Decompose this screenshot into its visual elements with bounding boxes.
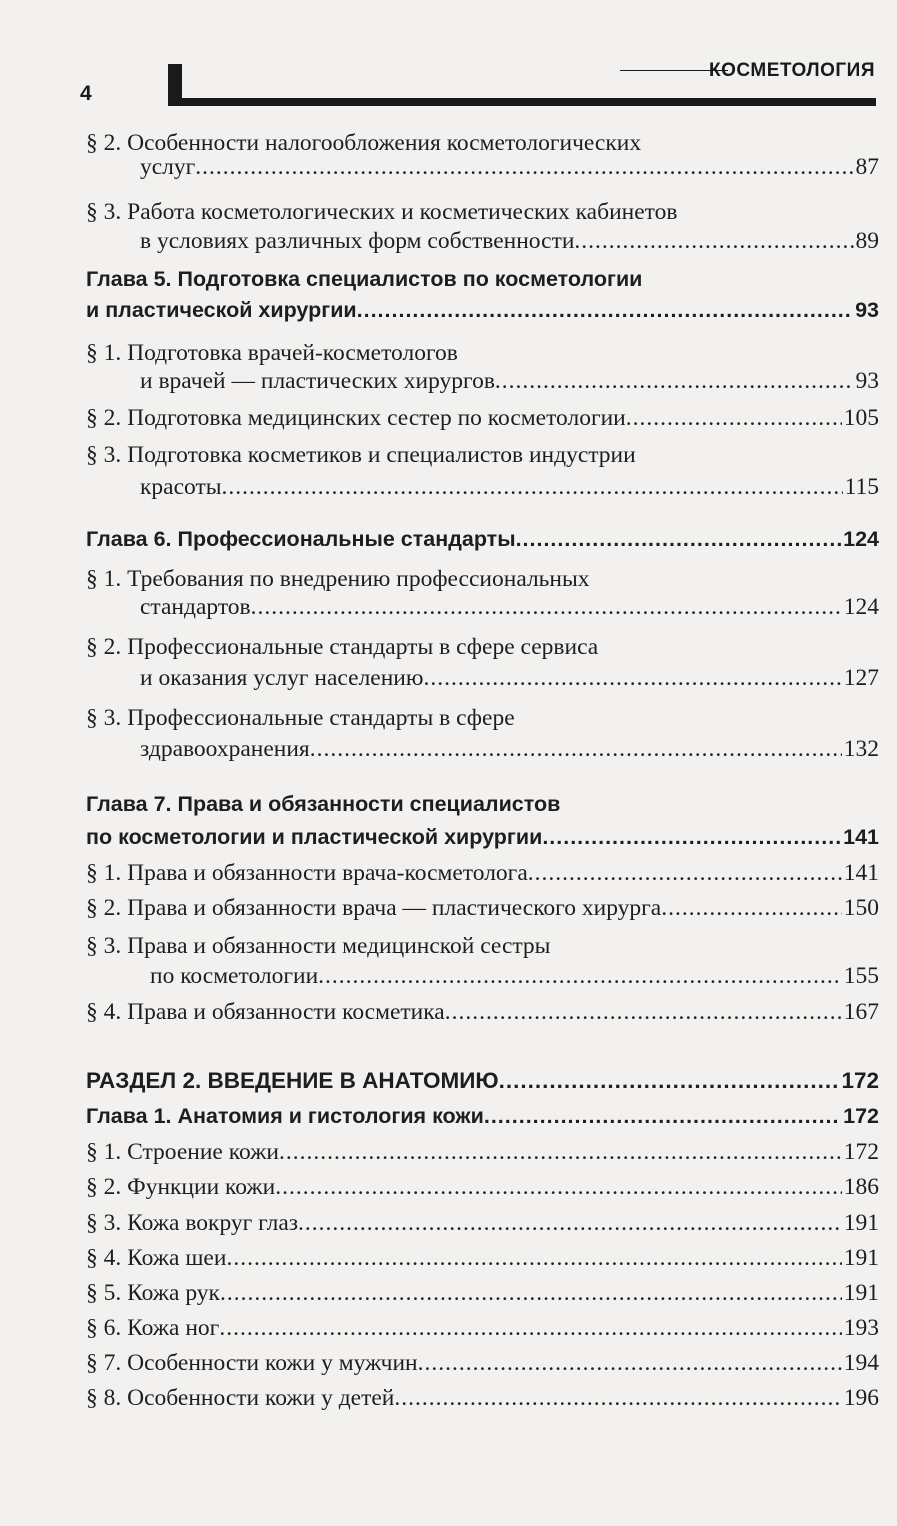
toc-page-number: 124 — [843, 527, 879, 551]
toc-page-number: 141 — [843, 825, 879, 849]
toc-entry-text: § 1. Требования по внедрению профессиональных — [86, 566, 590, 592]
toc-entry-text: § 6. Кожа ног — [86, 1315, 220, 1341]
chapter-heading — [86, 822, 879, 852]
toc-page-number: 115 — [844, 474, 879, 500]
toc-entry — [86, 440, 636, 470]
toc-entry — [140, 366, 879, 396]
chapter-heading — [86, 524, 879, 554]
toc-entry-text: § 3. Работа косметологических и косметических кабинетов — [86, 199, 678, 225]
toc-page-number: 93 — [855, 298, 879, 322]
toc-entry — [140, 226, 879, 256]
header-rule — [168, 98, 876, 106]
toc-page-number: 124 — [843, 594, 879, 620]
dot-leader — [484, 1101, 841, 1131]
toc-entry-text: и оказания услуг населению — [140, 665, 424, 691]
dot-leader — [226, 1243, 841, 1273]
toc-entry-text: § 3. Кожа вокруг глаз — [86, 1210, 299, 1236]
toc-entry — [86, 1137, 879, 1167]
toc-entry-text: по косметологии — [150, 963, 319, 989]
toc-page-number: 172 — [841, 1068, 879, 1093]
dot-leader — [298, 1208, 842, 1238]
toc-entry-text: здравоохранения — [140, 736, 310, 762]
dot-leader — [219, 1313, 841, 1343]
toc-entry-text: и пластической хирургии — [86, 298, 357, 322]
toc-page-number: 172 — [843, 1139, 879, 1165]
toc-entry-text: § 3. Подготовка косметиков и специалистов индустрии — [86, 442, 636, 468]
dot-leader — [495, 366, 854, 396]
toc-page-number: 105 — [843, 405, 879, 431]
toc-entry — [86, 1208, 879, 1238]
dot-leader — [195, 152, 853, 182]
toc-entry — [86, 1348, 879, 1378]
toc-entry — [140, 734, 879, 764]
toc-page-number: 155 — [843, 963, 879, 989]
toc-entry-text: РАЗДЕЛ 2. ВВЕДЕНИЕ В АНАТОМИЮ — [86, 1068, 499, 1093]
dot-leader — [310, 734, 842, 764]
toc-entry-text: § 1. Подготовка врачей-косметологов — [86, 340, 458, 366]
dot-leader — [220, 1278, 842, 1308]
toc-entry — [140, 472, 879, 502]
toc-entry-text: § 1. Права и обязанности врача-косметолога — [86, 860, 528, 886]
toc-entry-text: § 4. Кожа шеи — [86, 1245, 227, 1271]
dot-leader — [357, 295, 853, 325]
toc-entry — [86, 931, 550, 961]
toc-entry — [86, 197, 677, 227]
toc-page-number: 186 — [843, 1174, 879, 1200]
dot-leader — [516, 524, 842, 554]
toc-entry-text: § 8. Особенности кожи у детей — [86, 1385, 395, 1411]
toc-entry-text: красоты — [140, 474, 222, 500]
toc-entry-text: § 3. Права и обязанности медицинской сестры — [86, 933, 551, 959]
toc-entry-text: и врачей — пластических хирургов — [140, 368, 495, 394]
toc-entry — [140, 152, 879, 182]
toc-entry-text: § 5. Кожа рук — [86, 1280, 220, 1306]
toc-entry-text: услуг — [140, 154, 196, 180]
dot-leader — [222, 472, 843, 502]
toc-page-number: 132 — [843, 736, 879, 762]
running-title: КОСМЕТОЛОГИЯ — [709, 60, 875, 81]
dot-leader — [251, 592, 842, 622]
toc-entry-text: Глава 7. Права и обязанности специалистов — [86, 792, 561, 816]
dot-leader — [626, 403, 842, 433]
toc-entry-text: стандартов — [140, 594, 251, 620]
toc-page-number: 167 — [843, 999, 879, 1025]
toc-entry — [86, 564, 590, 594]
toc-entry-text: Глава 6. Профессиональные стандарты — [86, 527, 516, 551]
toc-page-number: 141 — [843, 860, 879, 886]
toc-entry-text: Глава 1. Анатомия и гистология кожи — [86, 1104, 484, 1128]
toc-page-number: 87 — [855, 154, 879, 180]
running-head — [0, 48, 897, 108]
toc-entry — [86, 703, 515, 733]
toc-page-number: 191 — [843, 1245, 879, 1271]
dot-leader — [445, 997, 842, 1027]
toc-entry-text: Глава 5. Подготовка специалистов по косметологии — [86, 267, 643, 291]
toc-entry — [86, 632, 598, 662]
toc-entry — [86, 338, 458, 368]
dot-leader — [423, 663, 841, 693]
chapter-heading — [86, 295, 879, 325]
toc-entry — [86, 997, 879, 1027]
toc-page-number: 89 — [855, 228, 879, 254]
dot-leader — [318, 961, 842, 991]
dot-leader — [279, 1137, 842, 1167]
toc-page-number: 194 — [843, 1350, 879, 1376]
toc-entry — [86, 1278, 879, 1308]
toc-entry-text: по косметологии и пластической хирургии — [86, 825, 543, 849]
dot-leader — [394, 1383, 841, 1413]
toc-entry — [86, 1313, 879, 1343]
page-number: 4 — [80, 82, 92, 105]
toc-entry — [86, 893, 879, 923]
toc-page-number: 196 — [843, 1385, 879, 1411]
toc-entry — [140, 663, 879, 693]
dot-leader — [574, 226, 853, 256]
toc-page-number: 191 — [843, 1210, 879, 1236]
toc-page-number: 191 — [843, 1280, 879, 1306]
toc-entry — [140, 592, 879, 622]
toc-entry-text: § 4. Права и обязанности косметика — [86, 999, 445, 1025]
toc-entry — [86, 1172, 879, 1202]
toc-entry-text: § 2. Профессиональные стандарты в сфере сервиса — [86, 634, 599, 660]
dot-leader — [275, 1172, 842, 1202]
toc-page-number: 193 — [843, 1315, 879, 1341]
toc-entry-text: § 1. Строение кожи — [86, 1139, 279, 1165]
toc-page-number: 127 — [843, 665, 879, 691]
toc-entry-text: § 3. Профессиональные стандарты в сфере — [86, 705, 515, 731]
chapter-heading — [86, 264, 642, 294]
chapter-heading — [86, 789, 560, 819]
toc-entry — [86, 1243, 879, 1273]
toc-entry — [86, 403, 879, 433]
section-heading — [86, 1066, 879, 1096]
dot-leader — [418, 1348, 842, 1378]
dot-leader — [528, 858, 842, 888]
toc-entry-text: § 7. Особенности кожи у мужчин — [86, 1350, 418, 1376]
toc-page-number: 172 — [843, 1104, 879, 1128]
toc-entry-text: в условиях различных форм собственности — [140, 228, 575, 254]
toc-page-number: 93 — [855, 368, 879, 394]
dot-leader — [542, 822, 841, 852]
toc-entry-text: § 2. Особенности налогообложения косметологических — [86, 130, 642, 156]
toc-entry-text: § 2. Функции кожи — [86, 1174, 276, 1200]
toc-entry — [150, 961, 879, 991]
dot-leader — [661, 893, 842, 923]
toc-entry-text: § 2. Права и обязанности врача — пластического хирурга — [86, 895, 662, 921]
toc-entry-text: § 2. Подготовка медицинских сестер по косметологии — [86, 405, 626, 431]
chapter-heading — [86, 1101, 879, 1131]
dot-leader — [499, 1066, 840, 1096]
toc-page-number: 150 — [843, 895, 879, 921]
toc-entry — [86, 1383, 879, 1413]
toc-entry — [86, 858, 879, 888]
